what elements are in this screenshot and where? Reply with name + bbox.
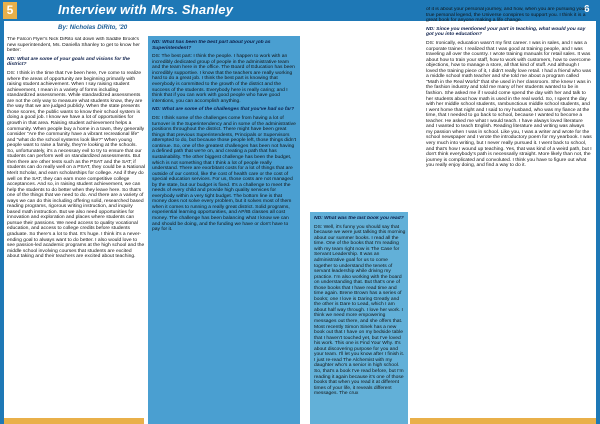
column-1	[7, 37, 145, 422]
question-last-book: ND: What was the last book you read?	[314, 216, 404, 221]
column-3	[314, 216, 406, 422]
answer-challenges: DS: I think some of the challenges come from having a lot of turnover in the Superintendency and in some of the administrative positions throughout the district. There might have been great things that previous Superintendents, Principals or Supervisors attempted to do, but because those people left, those things didn't continue. So, one of the greatest challenges has been not having a defined path that we're on, and creating a path that has sustainability. The other biggest challenge has been the budget, which is not something that I think a lot of people really understand. There are exorbitant costs for a lot of things that are outside of our control, like the cost of health care or the cost of special education services. For us, those costs are not managed by the state, but our budget is fixed. It's a challenge to meet the needs of every child and provide high quality services for everybody within a very tight budget. The bottom line is that money does not solve every problem, but it solves most of them when it comes to running a really great district. Solid programs, experiential learning opportunities, and AP/IB classes all cost money. The challenge has been balancing what I know we can and should be doing, and the funding we have or don't have to pay for it.	[152, 116, 296, 233]
answer-best-part: DS: The best part: I think the people. I happen to work with an incredibly dedicated group of people in the administrative team and the team here in the office. The Board of Education has been incredibly supportive. I know that the teachers are really working hard to do a great job. I think the best part is knowing that everybody is committed to the growth of the district and the success of the students. Everybody here is really caring; and I think that if you can work with good people who have good intentions, you can accomplish anything.	[152, 54, 295, 104]
question-best-part: ND: What has been the best part about your job as Superintendent?	[152, 40, 271, 51]
answer-goals: DS: I think in the time that I've been here, I've come to realize where the areas of opportunity are beginning primarily with raising student achievement. When I say raising student achievement, I mean in a variety of forms including standardized assessments. While standardized assessments are not the only way to measure what students know, they are the way that we are judged publicly. When the state presents those scores, the public wants to know their school system is doing a good job. I know we have a lot of opportunities for growth in that area. Raising student achievement helps a community. When people buy a home in a town, they generally consider "Are the community have a vibrant recreational life" and "what do the school systems look like?" When young people want to raise a family, they're looking at the schools. So, unfortunately, it's a necessary evil to try to ensure that our students can perform well on standardized assessments. But then there are other tests such as the PSAT and the SAT; if students can do really well on a PSAT, they could be a National Merit Scholar, and earn scholarships for college. And if they do well on the SAT, they can earn more competitive college acceptances. And so, in raising student achievement, we can help the students to do better when they leave here. So that's one of the things that we need to do. And there are a variety of ways we can do this including offering solid, researched based reading programs, rigorous writing instruction, and inquiry based math instruction. But we also need opportunities for innovation and exploration and places where students can pursue their passions. We need access to quality vocational education, and access to college credits before students graduate. So there's a lot to that. It's huge. I think it's a never-ending goal to always want to do better. I also would love to see passion-led academic programs at the high school and the middle school involving courses that students are excited about taking and their teachers are excited about teaching.	[7, 71, 145, 260]
page-number-left: 5	[3, 2, 17, 19]
question-education: ND: Since you mentioned your part in teaching, what would you say got you into education?	[426, 26, 586, 38]
answer-education: DS: Ironically, education wasn't my first career. I was in sales, and I was a corporate trainer. I realized that I was good at training people, and I was traveling all over the country. I wrote training manuals for retail sales. It was about how to train your staff, how to work with customers, how to overcome objections, how to manage a store, all that kind of stuff. And although I loved the training piece of it, I didn't really love retail. I had a friend who was a middle school math teacher and she told me about a program called "Math in the Real World" that she used in her classroom. She knew I was in the fashion industry and told me many of her students wanted to be in fashion. She asked me if I would come spend the day with her and talk to her students about how math is used in the real world. So, I spent the day with her middle school students, rambunctious middle school students, and I went home that night and I said to my husband, who was my fiance at the time, that I needed to go back to school, because I wanted to become a teacher. He asked me what I would teach. I have always loved literature and I wanted to teach English. Reading literature and writing was always my passion when I was in school. Like you, I was a writer and wrote for the school newspaper and I wrote the introductory poem for my yearbook. I was very much into writing, but I never really pursued it. I went back to school, and that's how I wound up teaching. Yes, that was kind of a weird path, but I don't think everybody's path is necessarily straight. More likely than not, the journey is complicated and convoluted. I think you have to figure out what you really enjoy doing, and find a way to do it.	[426, 41, 592, 169]
answer-last-book: DS: Well, it's funny you should say that because we were just talking this morning about our summer books. I read all the time. One of the books that I'm reading with my team right now is The Case for Servant Leadership. It was an administrative goal for us to come together to understand the tenets of servant leadership while driving my practice. I'm also working with the board on understanding that. But that's one of those books that I have read time and time again. Brene Brown has a series of books; one I love is Daring Greatly and the other is Dare to Lead, which I am about half way through. I love her work. I think we need more empowering messages out there, and she offers that. Most recently Simon Sinek has a new book out that I have on my bedside table that I haven't touched yet, but I've loved his work. This one is Find Your Why. It's about discovering purpose for you and your team. I'll let you know after I finish it. I just re-read The Alchemist with my daughter who's a senior in high school. So, that's a book I've read before, but I'm reading it again because it's one of those books that when you read it at different times of your life, it reveals different messages. The crux	[314, 224, 406, 397]
column-2	[152, 40, 297, 422]
intro-paragraph: The Falcon Flyer's Nick DiRito sat down with Saddle Brook's new superintendent, Ms. Daniella Shanley to get to know her better:	[7, 37, 140, 54]
left-edge-bar	[0, 21, 4, 424]
bottom-accent-bar-right	[410, 418, 596, 424]
column-4	[426, 7, 592, 416]
byline: By: Nicholas DiRito, '20	[58, 24, 128, 31]
continued-paragraph: of it is about your personal journey, and how, when you are pursuing your true personal legend, the Universe conspires to support you. I think it is a great book for anyone making a life change.	[426, 7, 586, 24]
article-title: Interview with Mrs. Shanley	[58, 2, 234, 17]
right-edge-bar	[596, 21, 600, 424]
question-goals: ND: What are some of your goals and visions for the district?	[7, 56, 130, 68]
question-challenges: ND: What are some of the challenges that you've had so far?	[152, 107, 295, 113]
page-number-right: 6	[584, 4, 590, 15]
